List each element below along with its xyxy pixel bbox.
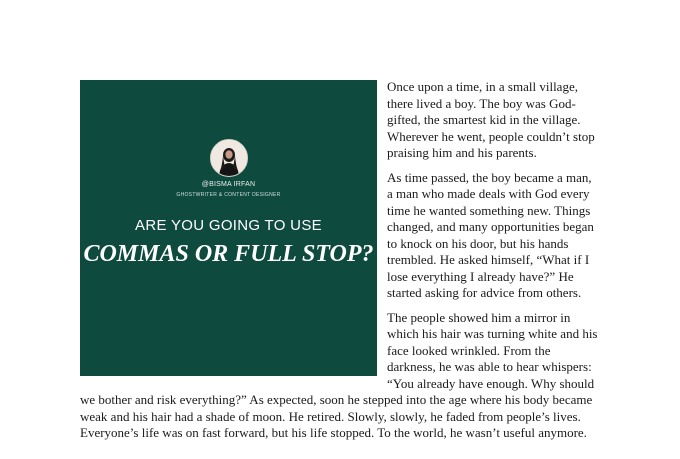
promo-image-card xyxy=(80,80,377,376)
story-paragraph-1: Once upon a time, in a small village, there lived a boy. The boy was God-gifted, the smartest kid in the village. Wherever he went, people couldn’t stop praising him and his parents. xyxy=(387,79,595,160)
story-paragraph-2: As time passed, the boy became a man, a man who made deals with God every time he wanted something new. Things changed, and many opportunities began to knock on his door, but his hands trembled. He asked himself, “What if I lose everything I already have?” He started asking for advice from others. xyxy=(387,169,594,300)
profile-photo-icon xyxy=(211,140,247,176)
author-handle: @BISMA IRFAN xyxy=(201,181,256,188)
author-role: GHOSTWRITER & CONTENT DESIGNER xyxy=(176,192,281,198)
document-page xyxy=(80,80,600,450)
card-headline-line-2: COMMAS OR FULL STOP? xyxy=(83,241,374,267)
avatar xyxy=(210,139,248,177)
story-paragraph-3: The people showed him a mirror in which his hair was turning white and his face looked wrinkled. From the darkness, he was able to hear whispers: “You already have enough. Why should we bother and risk everything?” As expected, soon he stepped into the age where his body became weak and his hair had a shade of moon. He retired. Slowly, slowly, he faded from people’s lives. Everyone’s life was on fast forward, but his life stopped. To the world, he wasn’t useful anymore. xyxy=(80,309,598,440)
card-headline-line-1: ARE YOU GOING TO USE xyxy=(135,217,322,234)
